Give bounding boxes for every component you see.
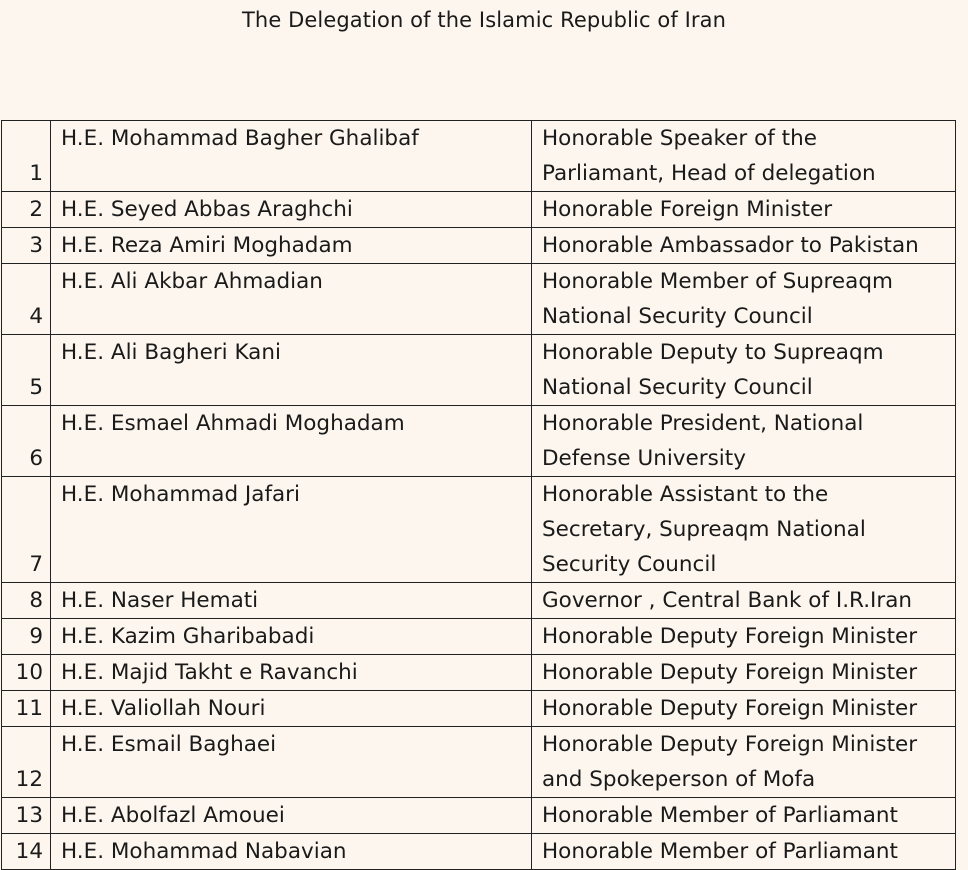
- delegate-name: H.E. Mohammad Bagher Ghalibaf: [51, 121, 532, 192]
- delegate-title-line: National Security Council: [542, 304, 813, 329]
- delegate-name: H.E. Seyed Abbas Araghchi: [51, 192, 532, 228]
- delegate-title-line: Honorable President, National: [542, 411, 864, 436]
- delegate-title: [532, 583, 956, 619]
- row-number: 11: [2, 691, 51, 727]
- row-number: 13: [2, 798, 51, 834]
- table-row: [2, 406, 956, 477]
- delegate-title: [532, 192, 956, 228]
- table-row: [2, 655, 956, 691]
- delegate-title: [532, 228, 956, 264]
- row-number: 14: [2, 834, 51, 870]
- table-row: [2, 228, 956, 264]
- delegate-name: H.E. Reza Amiri Moghadam: [51, 228, 532, 264]
- delegate-title: [532, 798, 956, 834]
- row-number: 6: [2, 406, 51, 477]
- delegate-name: H.E. Kazim Gharibabadi: [51, 619, 532, 655]
- delegate-title: [532, 691, 956, 727]
- delegate-title: [532, 406, 956, 477]
- delegate-name: H.E. Esmael Ahmadi Moghadam: [51, 406, 532, 477]
- delegate-name: H.E. Ali Akbar Ahmadian: [51, 264, 532, 335]
- delegate-title-line: Security Council: [542, 552, 717, 577]
- delegate-name: H.E. Mohammad Jafari: [51, 477, 532, 583]
- table-row: [2, 583, 956, 619]
- row-number: 12: [2, 727, 51, 798]
- delegate-name: H.E. Esmail Baghaei: [51, 727, 532, 798]
- delegate-name: H.E. Ali Bagheri Kani: [51, 335, 532, 406]
- delegate-title-line: National Security Council: [542, 375, 813, 400]
- row-number: 1: [2, 121, 51, 192]
- delegate-title-line: and Spokeperson of Mofa: [542, 767, 816, 792]
- row-number: 3: [2, 228, 51, 264]
- row-number: 4: [2, 264, 51, 335]
- delegate-name: H.E. Mohammad Nabavian: [51, 834, 532, 870]
- row-number: 2: [2, 192, 51, 228]
- delegate-title-line: Secretary, Supreaqm National: [542, 517, 866, 542]
- table-row: [2, 834, 956, 870]
- delegation-table: [1, 120, 956, 870]
- delegate-title: [532, 121, 956, 192]
- delegate-title: [532, 264, 956, 335]
- table-row: [2, 477, 956, 583]
- row-number: 10: [2, 655, 51, 691]
- delegation-table-body: [2, 121, 956, 870]
- delegate-title: [532, 727, 956, 798]
- table-row: [2, 335, 956, 406]
- delegate-name: H.E. Valiollah Nouri: [51, 691, 532, 727]
- delegate-title-line: Honorable Member of Parliamant: [542, 839, 898, 864]
- delegate-title-line: Honorable Member of Supreaqm: [542, 269, 893, 294]
- delegate-title: [532, 834, 956, 870]
- table-row: [2, 264, 956, 335]
- delegate-name: H.E. Abolfazl Amouei: [51, 798, 532, 834]
- delegate-title-line: Parliamant, Head of delegation: [542, 161, 876, 186]
- delegate-title: [532, 335, 956, 406]
- row-number: 5: [2, 335, 51, 406]
- delegate-title-line: Honorable Ambassador to Pakistan: [542, 233, 919, 258]
- delegate-title-line: Honorable Deputy Foreign Minister: [542, 696, 918, 721]
- delegate-title: [532, 655, 956, 691]
- delegate-title-line: Honorable Deputy to Supreaqm: [542, 340, 884, 365]
- row-number: 7: [2, 477, 51, 583]
- delegate-title-line: Honorable Foreign Minister: [542, 197, 833, 222]
- delegate-title-line: Governor , Central Bank of I.R.Iran: [542, 588, 913, 613]
- delegate-title-line: Honorable Member of Parliamant: [542, 803, 898, 828]
- delegate-name: H.E. Naser Hemati: [51, 583, 532, 619]
- delegate-name: H.E. Majid Takht e Ravanchi: [51, 655, 532, 691]
- row-number: 9: [2, 619, 51, 655]
- document-title: The Delegation of the Islamic Republic of Iran: [241, 8, 727, 32]
- delegate-title-line: Honorable Deputy Foreign Minister: [542, 732, 918, 757]
- table-row: [2, 619, 956, 655]
- delegate-title: [532, 619, 956, 655]
- delegate-title-line: Honorable Assistant to the: [542, 482, 829, 507]
- table-row: [2, 121, 956, 192]
- delegate-title-line: Honorable Deputy Foreign Minister: [542, 624, 918, 649]
- table-row: [2, 727, 956, 798]
- delegate-title-line: Honorable Speaker of the: [542, 126, 817, 151]
- delegate-title: [532, 477, 956, 583]
- row-number: 8: [2, 583, 51, 619]
- delegate-title-line: Honorable Deputy Foreign Minister: [542, 660, 918, 685]
- table-row: [2, 798, 956, 834]
- delegate-title-line: Defense University: [542, 446, 746, 471]
- table-row: [2, 192, 956, 228]
- table-row: [2, 691, 956, 727]
